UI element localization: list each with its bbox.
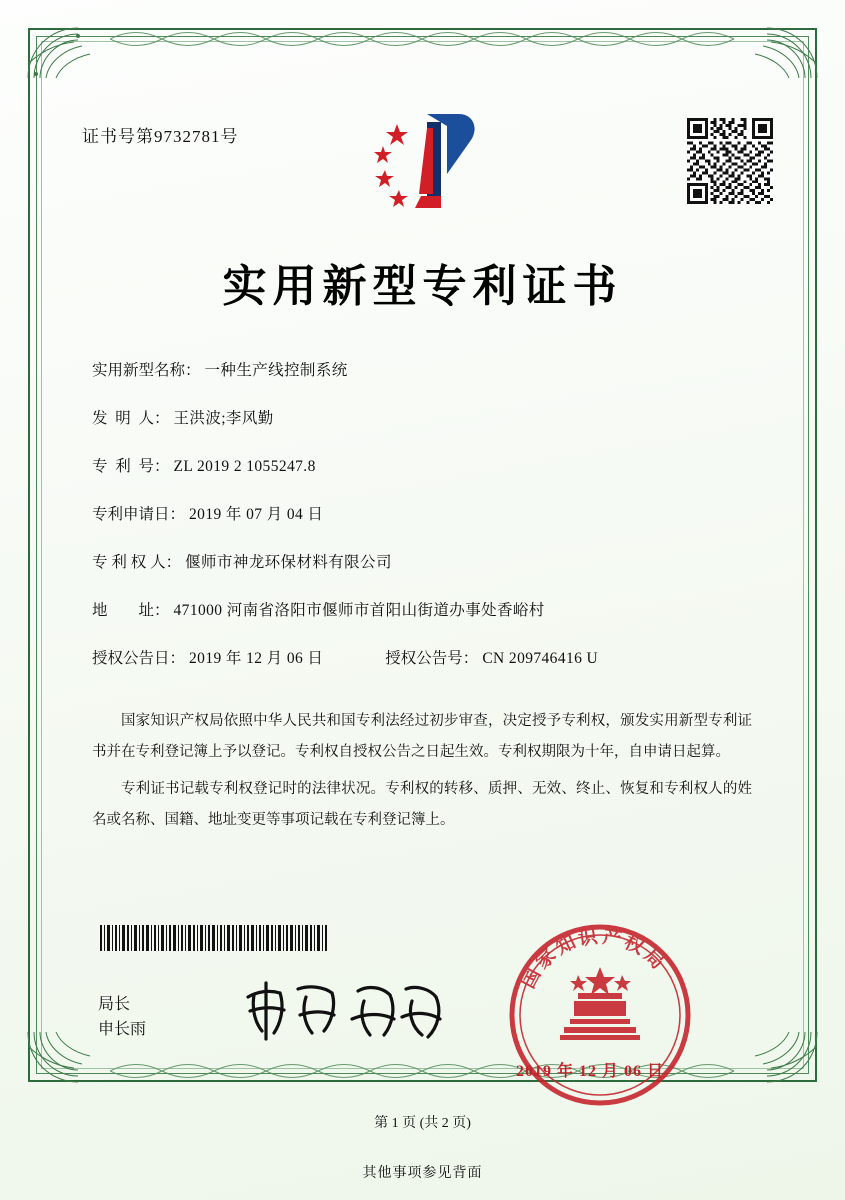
svg-text:权: 权 (620, 930, 648, 959)
field-label: 专 利 权 人： (92, 554, 182, 571)
official-red-seal-icon (500, 915, 700, 1115)
svg-text:国: 国 (516, 964, 546, 992)
svg-text:识: 识 (576, 925, 599, 951)
footer-note: 其他事项参见背面 (362, 1166, 483, 1181)
field-row-inventor (92, 406, 762, 428)
signature-block (98, 992, 146, 1042)
svg-text:产: 产 (601, 925, 624, 951)
director-name: 申长雨 (98, 1021, 147, 1038)
field-row-address (92, 598, 762, 620)
certificate-body (92, 706, 752, 842)
qr-code-icon (687, 118, 773, 204)
body-paragraph-1: 国家知识产权局依照中华人民共和国专利法经过初步审查，决定授予专利权，颁发实用新型专利证书并在专利登记簿上予以登记。专利权自授权公告之日起生效。专利权期限为十年，自申请日起算。 (92, 713, 752, 760)
field-label: 发 明 人： (92, 410, 170, 427)
certificate-fields (92, 358, 762, 694)
field-label: 地 址： (92, 602, 170, 619)
body-paragraph-2: 专利证书记载专利权登记时的法律状况。专利权的转移、质押、无效、终止、恢复和专利权人的姓名或名称、国籍、地址变更等事项记载在专利登记簿上。 (92, 781, 752, 828)
field-value: 一种生产线控制系统 (204, 362, 348, 379)
director-title: 局长 (98, 996, 131, 1013)
handwritten-signature-icon (240, 975, 450, 1047)
certificate-number: 证书号第9732781号 (82, 127, 239, 146)
field-row-grant-announcement (92, 646, 762, 668)
field-label: 实用新型名称： (92, 362, 201, 379)
grant-date-label: 授权公告日： (92, 650, 186, 667)
grant-number-label: 授权公告号： (385, 650, 479, 667)
field-value: ZL 2019 2 1055247.8 (173, 458, 316, 475)
field-row-patentee (92, 550, 762, 572)
field-label: 专利申请日： (92, 506, 186, 523)
field-row-patent-number (92, 454, 762, 476)
field-label: 专 利 号： (92, 458, 170, 475)
field-row-utility-model-name (92, 358, 762, 380)
field-value: 471000 河南省洛阳市偃师市首阳山街道办事处香峪村 (173, 602, 545, 619)
svg-text:家: 家 (531, 944, 561, 974)
cnipa-logo-icon (355, 108, 487, 216)
barcode-icon (100, 925, 328, 951)
grant-date-value: 2019 年 12 月 06 日 (189, 650, 324, 667)
field-row-application-date (92, 502, 762, 524)
field-value: 王洪波;李风勤 (173, 410, 274, 427)
grant-number-value: CN 209746416 U (482, 650, 599, 667)
page-title: 实用新型专利证书 (222, 261, 623, 312)
field-value: 2019 年 07 月 04 日 (189, 506, 324, 523)
svg-text:局: 局 (639, 944, 669, 974)
page-number: 第 1 页 (共 2 页) (374, 1116, 471, 1131)
field-value: 偃师市神龙环保材料有限公司 (185, 554, 392, 571)
seal-date: 2019 年 12 月 06 日 (516, 1063, 665, 1080)
svg-text:知: 知 (552, 930, 580, 959)
